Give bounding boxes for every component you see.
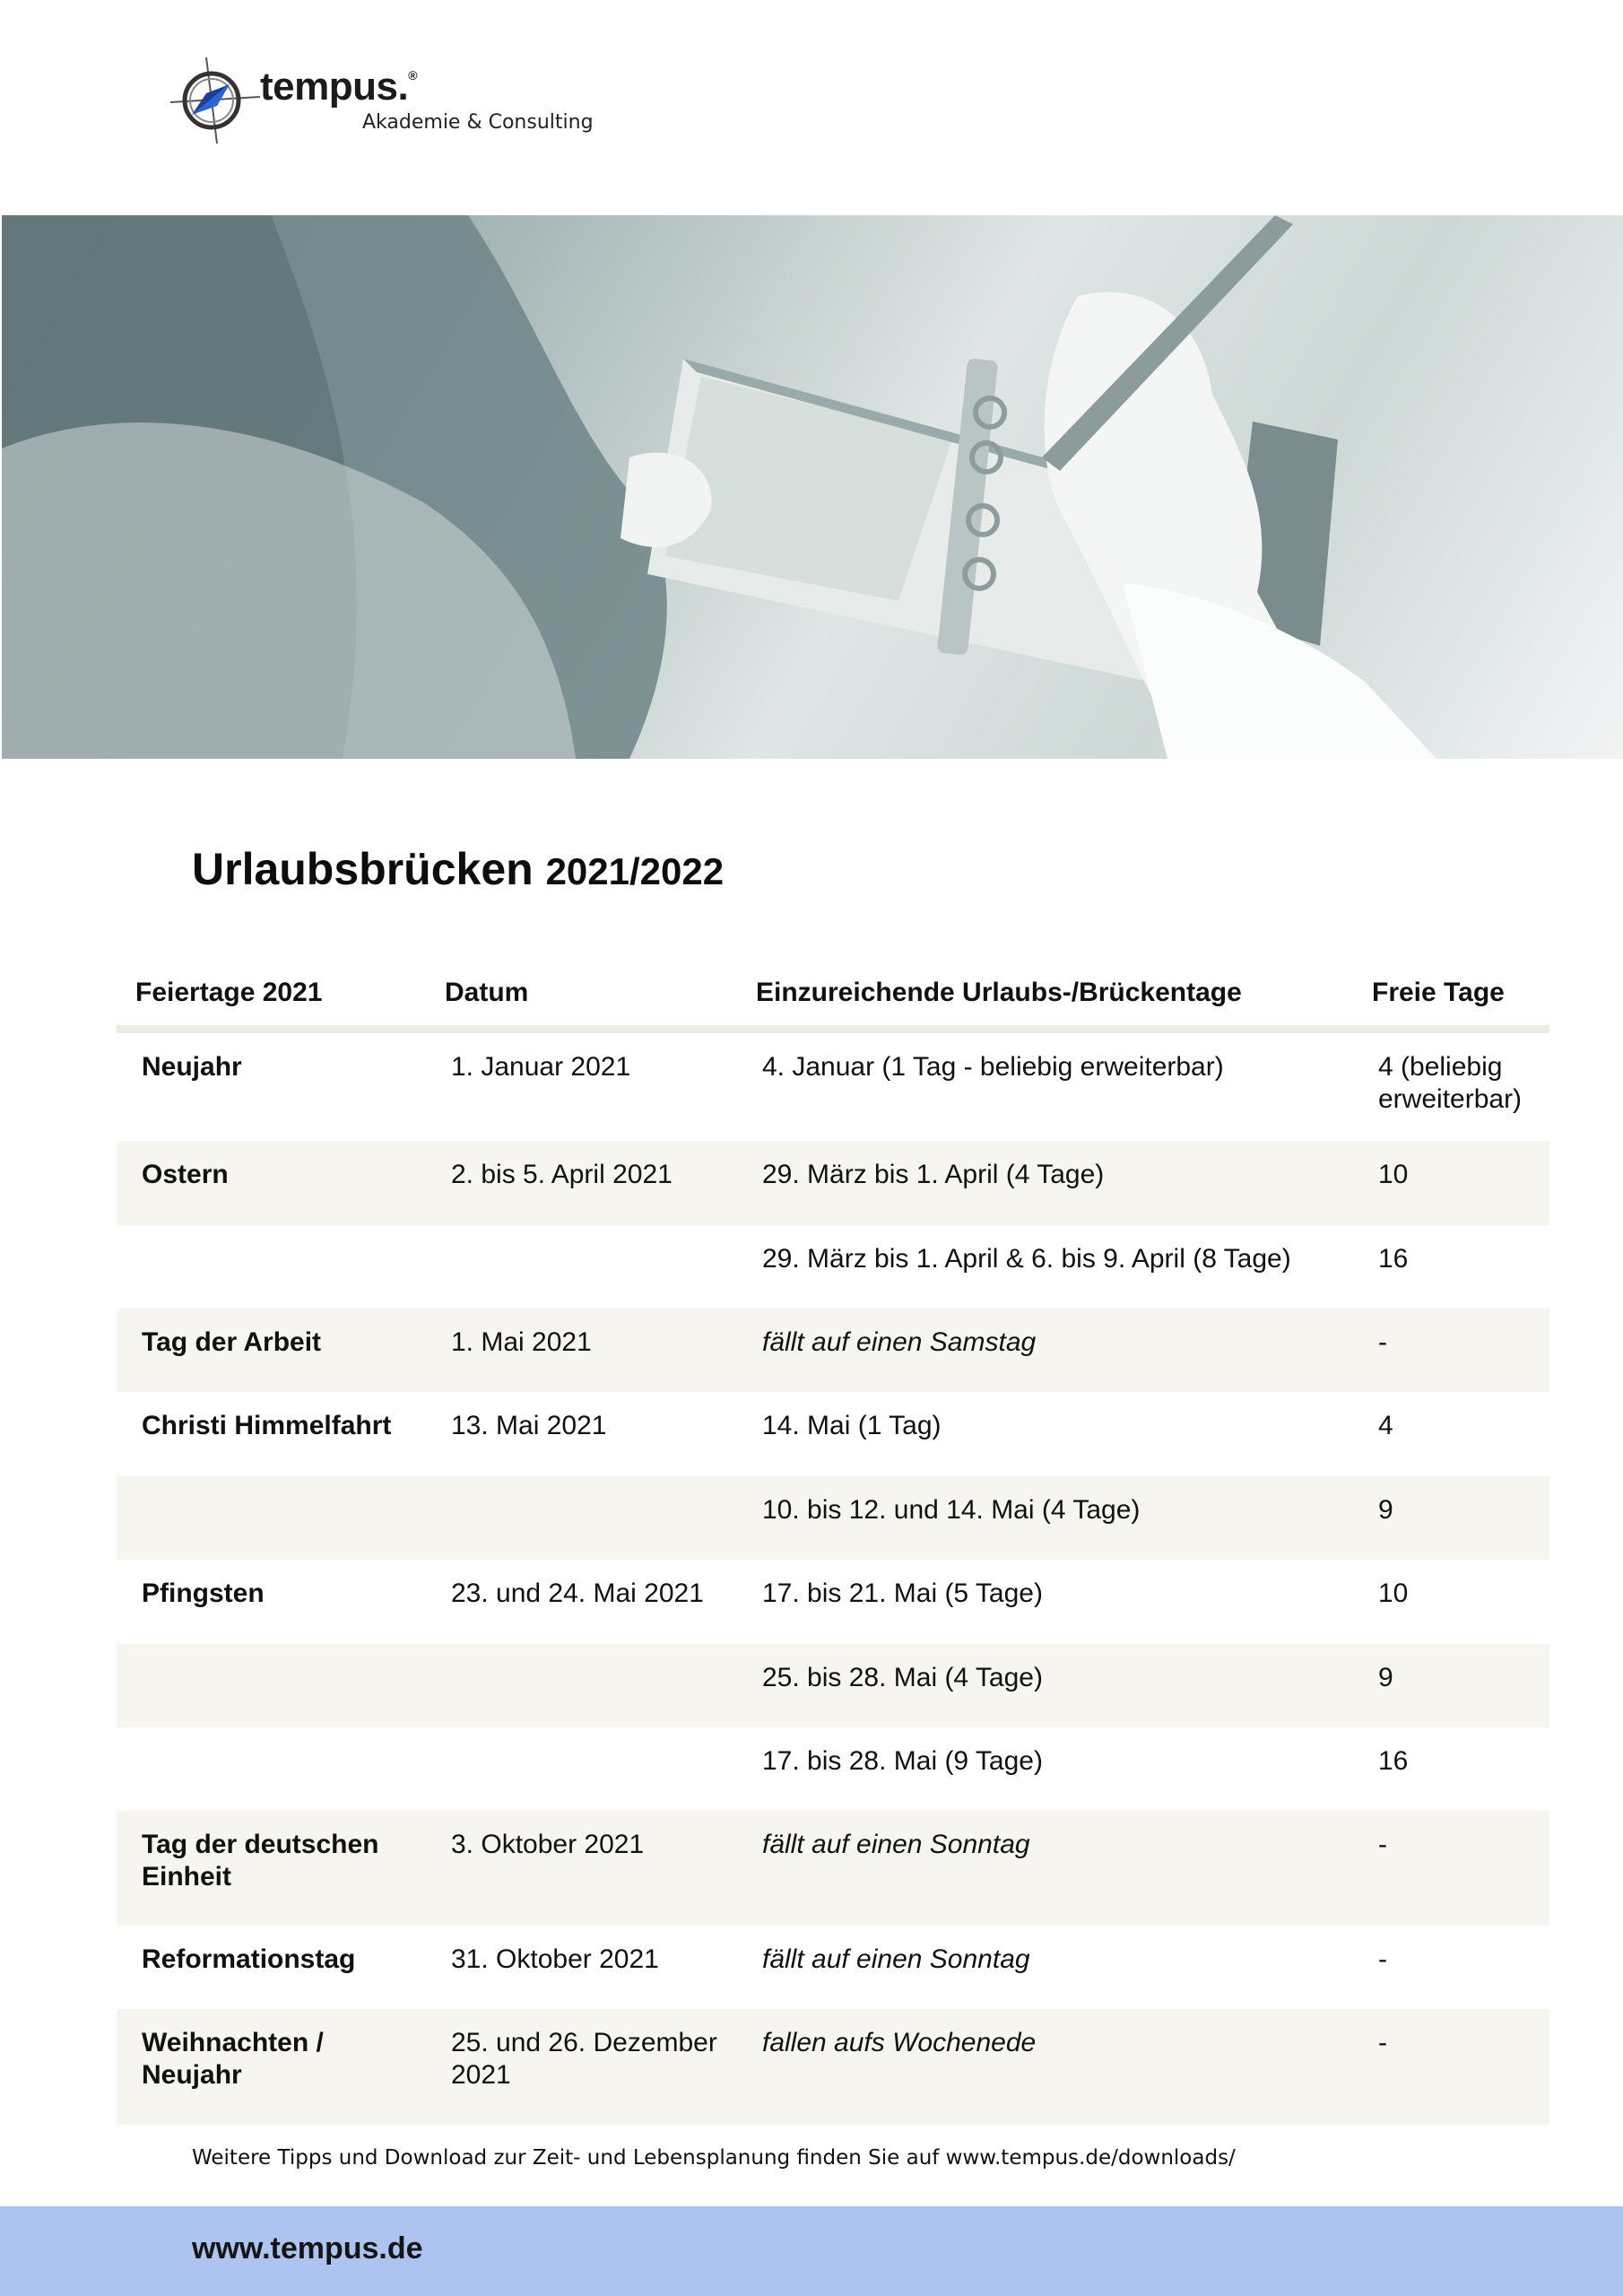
table-row bbox=[117, 1476, 1549, 1560]
table-row bbox=[117, 1560, 1549, 1644]
footnote-text: Weitere Tipps und Download zur Zeit- und Lebensplanung finden Sie auf www.tempus.de/downloads/ bbox=[192, 2146, 1236, 2170]
footer-url-link[interactable]: www.tempus.de bbox=[192, 2231, 423, 2266]
header-holiday: Feiertage 2021 bbox=[135, 978, 323, 1007]
free-days-cell: - bbox=[1378, 1830, 1387, 1859]
header-free-days: Freie Tage bbox=[1372, 978, 1505, 1007]
date-cell: 1. Januar 2021 bbox=[451, 1052, 631, 1082]
holiday-cell: Tag der Arbeit bbox=[142, 1327, 322, 1357]
footer-bar bbox=[0, 2206, 1623, 2296]
leave-days-cell: 17. bis 21. Mai (5 Tage) bbox=[762, 1578, 1043, 1608]
table-row bbox=[117, 1309, 1549, 1392]
date-cell: 23. und 24. Mai 2021 bbox=[451, 1578, 704, 1608]
free-days-cell: 9 bbox=[1378, 1495, 1393, 1525]
holiday-cell: Pfingsten bbox=[142, 1578, 265, 1608]
date-cell: 3. Oktober 2021 bbox=[451, 1830, 645, 1859]
compass-logo-icon bbox=[170, 56, 260, 145]
company-logo bbox=[170, 56, 601, 145]
free-days-cell: - bbox=[1378, 2028, 1387, 2057]
date-cell: 25. und 26. Dezember 2021 bbox=[451, 2028, 717, 2090]
free-days-cell: 16 bbox=[1378, 1746, 1409, 1776]
table-row bbox=[117, 1811, 1549, 1926]
leave-days-cell: fällt auf einen Samstag bbox=[762, 1327, 1037, 1357]
table-row bbox=[117, 1033, 1549, 1141]
holiday-cell: Weihnachten / Neujahr bbox=[142, 2028, 324, 2090]
header-leave-days: Einzureichende Urlaubs-/Brückentage bbox=[756, 978, 1242, 1007]
leave-days-cell: 25. bis 28. Mai (4 Tage) bbox=[762, 1663, 1043, 1692]
holiday-cell: Tag der deutschen Einheit bbox=[142, 1830, 379, 1892]
free-days-cell: 4 (beliebig erweiterbar) bbox=[1378, 1052, 1523, 1114]
table-row bbox=[117, 2009, 1549, 2125]
planner-photo-image bbox=[2, 215, 1623, 759]
table-row bbox=[117, 1727, 1549, 1811]
leave-days-cell: 4. Januar (1 Tag - beliebig erweiterbar) bbox=[762, 1052, 1224, 1082]
logo-subtitle: Akademie & Consulting bbox=[362, 111, 594, 134]
leave-days-cell: fallen aufs Wochenede bbox=[762, 2028, 1037, 2057]
table-row bbox=[117, 1141, 1549, 1225]
leave-days-cell: 29. März bis 1. April & 6. bis 9. April (8 Tage) bbox=[762, 1244, 1291, 1274]
holiday-cell: Ostern bbox=[142, 1160, 229, 1189]
leave-days-cell: 17. bis 28. Mai (9 Tage) bbox=[762, 1746, 1043, 1776]
free-days-cell: - bbox=[1378, 1944, 1387, 1974]
free-days-cell: 10 bbox=[1378, 1578, 1409, 1608]
table-row bbox=[117, 1926, 1549, 2009]
date-cell: 1. Mai 2021 bbox=[451, 1327, 592, 1357]
leave-days-cell: fällt auf einen Sonntag bbox=[762, 1830, 1030, 1859]
free-days-cell: 9 bbox=[1378, 1663, 1393, 1692]
table-row bbox=[117, 1225, 1549, 1309]
table-row bbox=[117, 1392, 1549, 1476]
free-days-cell: - bbox=[1378, 1327, 1387, 1357]
free-days-cell: 16 bbox=[1378, 1244, 1409, 1274]
logo-wordmark: tempus.® bbox=[260, 65, 418, 109]
header-date: Datum bbox=[445, 978, 529, 1007]
date-cell: 2. bis 5. April 2021 bbox=[451, 1160, 673, 1189]
free-days-cell: 10 bbox=[1378, 1160, 1409, 1189]
leave-days-cell: 10. bis 12. und 14. Mai (4 Tage) bbox=[762, 1495, 1141, 1525]
holiday-cell: Christi Himmelfahrt bbox=[142, 1411, 392, 1440]
holiday-cell: Reformationstag bbox=[142, 1944, 356, 1974]
leave-days-cell: fällt auf einen Sonntag bbox=[762, 1944, 1030, 1974]
holiday-cell: Neujahr bbox=[142, 1052, 242, 1082]
leave-days-cell: 29. März bis 1. April (4 Tage) bbox=[762, 1160, 1105, 1189]
table-row bbox=[117, 1644, 1549, 1727]
table-header bbox=[117, 969, 1549, 1031]
leave-days-cell: 14. Mai (1 Tag) bbox=[762, 1411, 942, 1440]
page-title: Urlaubsbrücken 2021/2022 bbox=[192, 844, 725, 894]
free-days-cell: 4 bbox=[1378, 1411, 1393, 1440]
date-cell: 31. Oktober 2021 bbox=[451, 1944, 659, 1974]
holiday-table bbox=[117, 1033, 1549, 2125]
header-divider bbox=[117, 1025, 1549, 1033]
hero-photo bbox=[2, 215, 1623, 759]
date-cell: 13. Mai 2021 bbox=[451, 1411, 607, 1440]
